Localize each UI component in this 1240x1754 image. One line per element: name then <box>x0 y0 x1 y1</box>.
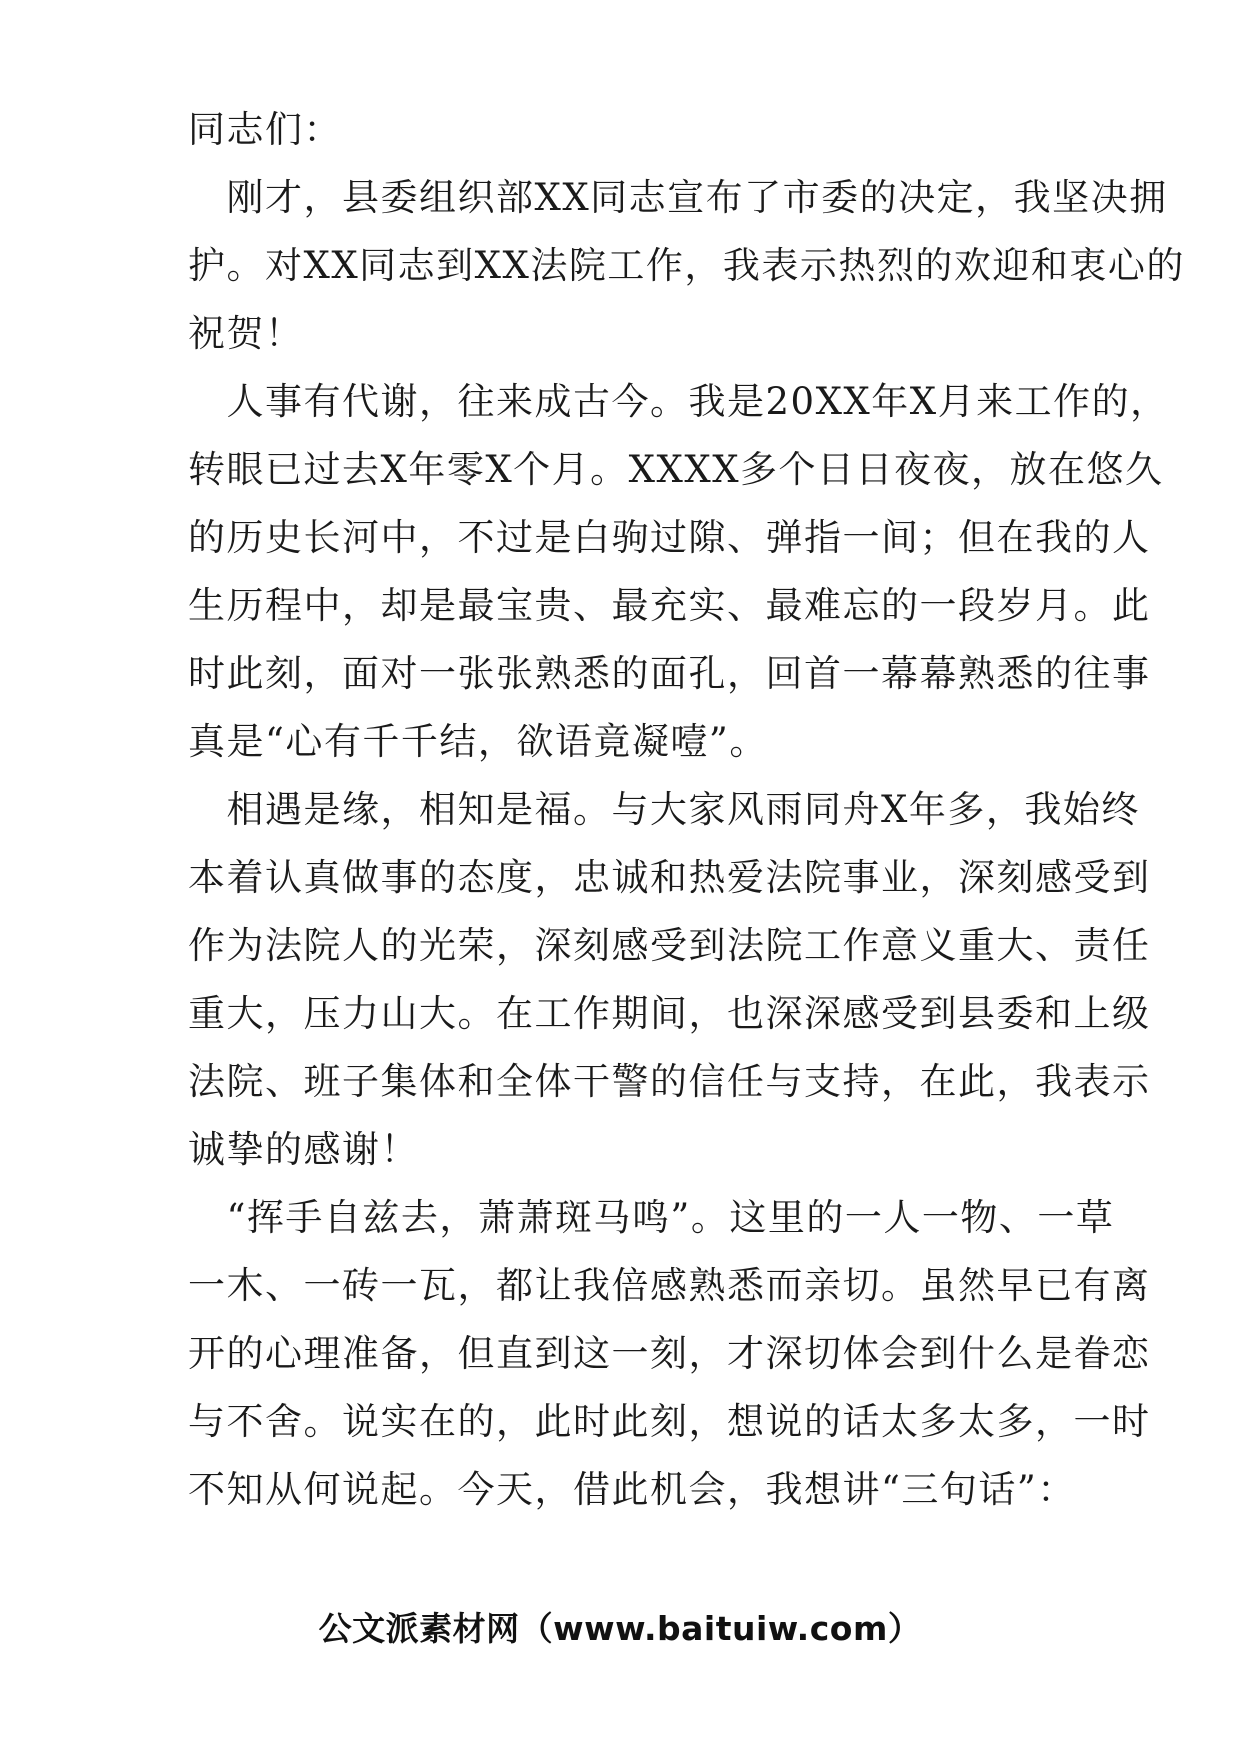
paragraph-line: 祝贺！ <box>188 312 304 355</box>
footer-source-link: 公文派素材网（www.baituiw.com） <box>318 1609 922 1648</box>
paragraph-line: 真是“心有千千结，欲语竟凝噎”。 <box>188 720 768 763</box>
paragraph-line: 法院、班子集体和全体干警的信任与支持，在此，我表示 <box>188 1060 1151 1103</box>
paragraph-line: 人事有代谢，往来成古今。我是20XX年X月来工作的， <box>188 380 1169 423</box>
paragraph-2 <box>188 368 1169 776</box>
greeting-line: 同志们： <box>188 108 342 151</box>
paragraph-line: 一木、一砖一瓦，都让我倍感熟悉而亲切。虽然早已有离 <box>188 1264 1151 1307</box>
paragraph-line: 作为法院人的光荣，深刻感受到法院工作意义重大、责任 <box>188 924 1151 967</box>
paragraph-line: 生历程中，却是最宝贵、最充实、最难忘的一段岁月。此 <box>188 584 1151 627</box>
paragraph-line: 诚挚的感谢！ <box>188 1128 419 1171</box>
paragraph-1 <box>188 164 1185 368</box>
paragraph-line: 护。对XX同志到XX法院工作，我表示热烈的欢迎和衷心的 <box>188 244 1185 287</box>
paragraph-3 <box>188 776 1151 1184</box>
paragraph-line: 转眼已过去X年零X个月。XXXX多个日日夜夜，放在悠久 <box>188 448 1164 491</box>
paragraph-line: 重大，压力山大。在工作期间，也深深感受到县委和上级 <box>188 992 1151 1035</box>
paragraph-line: 刚才，县委组织部XX同志宣布了市委的决定，我坚决拥 <box>188 176 1168 219</box>
paragraph-line: 时此刻，面对一张张熟悉的面孔，回首一幕幕熟悉的往事 <box>188 652 1151 695</box>
paragraph-line: 本着认真做事的态度，忠诚和热爱法院事业，深刻感受到 <box>188 856 1151 899</box>
paragraph-line: 不知从何说起。今天，借此机会，我想讲“三句话”： <box>188 1468 1076 1511</box>
paragraph-line: 相遇是缘，相知是福。与大家风雨同舟X年多，我始终 <box>188 788 1140 831</box>
paragraph-line: 与不舍。说实在的，此时此刻，想说的话太多太多，一时 <box>188 1400 1151 1443</box>
paragraph-line: “挥手自兹去，萧萧斑马鸣”。这里的一人一物、一草 <box>188 1196 1115 1239</box>
paragraph-line: 的历史长河中，不过是白驹过隙、弹指一间；但在我的人 <box>188 516 1151 559</box>
paragraph-4 <box>188 1184 1151 1524</box>
document-body <box>188 96 1185 1524</box>
paragraph-line: 开的心理准备，但直到这一刻，才深切体会到什么是眷恋 <box>188 1332 1151 1375</box>
